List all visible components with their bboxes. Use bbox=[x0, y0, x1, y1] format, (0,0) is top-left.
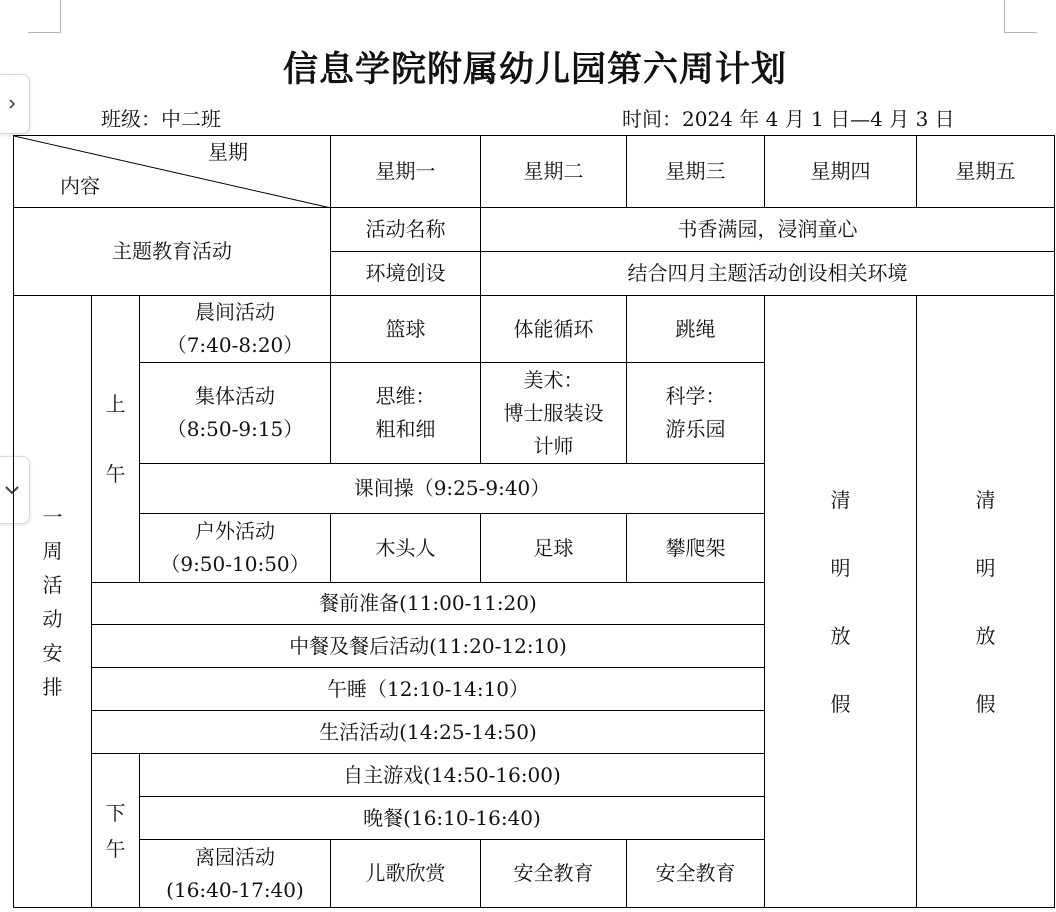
vertical-char: 午 bbox=[105, 462, 126, 486]
vertical-char: 活 bbox=[42, 572, 63, 597]
outdoor-activity-wed: 攀爬架 bbox=[627, 514, 765, 583]
fri-holiday bbox=[917, 296, 1055, 908]
activity-time: （9:50-10:50） bbox=[160, 552, 310, 576]
weekly-plan-table bbox=[13, 135, 1055, 908]
group-activity-name bbox=[140, 363, 331, 464]
morning-activity-mon: 篮球 bbox=[331, 296, 481, 363]
subject-topic: 粗和细 bbox=[375, 417, 436, 441]
theme-label: 主题教育活动 bbox=[14, 208, 331, 296]
activity-title: 集体活动 bbox=[195, 384, 275, 408]
morning-activity-row bbox=[14, 296, 1055, 363]
break-exercise: 课间操（9:25-9:40） bbox=[140, 464, 765, 514]
activity-time: （8:50-9:15） bbox=[166, 417, 304, 441]
dinner: 晚餐(16:10-16:40) bbox=[140, 797, 765, 840]
theme-row bbox=[14, 208, 1055, 252]
holiday-char: 清 bbox=[830, 487, 851, 512]
subject-topic: 博士服装设 bbox=[503, 400, 604, 425]
vertical-char: 排 bbox=[42, 674, 63, 699]
subject-label: 美术： bbox=[523, 367, 584, 392]
subject-label: 科学： bbox=[665, 384, 726, 408]
morning-label bbox=[92, 296, 140, 583]
environment-value: 结合四月主题活动创设相关环境 bbox=[481, 252, 1055, 296]
free-play: 自主游戏(14:50-16:00) bbox=[140, 754, 765, 797]
outdoor-activity-tue: 足球 bbox=[481, 514, 627, 583]
page-corner-mark bbox=[60, 0, 61, 32]
diagonal-header-cell bbox=[14, 136, 331, 208]
page-corner-mark bbox=[28, 32, 61, 33]
subject-topic: 计师 bbox=[533, 433, 574, 458]
subject-topic: 游乐园 bbox=[665, 417, 726, 441]
activity-time: (16:40-17:40) bbox=[166, 877, 304, 902]
vertical-char: 午 bbox=[105, 836, 126, 861]
holiday-char: 假 bbox=[975, 691, 996, 716]
holiday-char: 放 bbox=[975, 623, 996, 648]
activity-name-value: 书香满园，浸润童心 bbox=[481, 208, 1055, 252]
environment-label: 环境创设 bbox=[331, 252, 481, 296]
week-schedule-label bbox=[14, 296, 92, 908]
morning-activity-tue: 体能循环 bbox=[481, 296, 627, 363]
life-activity: 生活活动(14:25-14:50) bbox=[92, 711, 765, 754]
week-label: 星期 bbox=[208, 140, 248, 164]
day-header-fri: 星期五 bbox=[917, 136, 1055, 208]
page-corner-mark bbox=[1004, 0, 1005, 32]
group-activity-wed bbox=[627, 363, 765, 464]
activity-title: 户外活动 bbox=[195, 519, 275, 543]
day-header-thu: 星期四 bbox=[765, 136, 917, 208]
class-info: 班级：中二班 bbox=[101, 107, 221, 131]
departure-mon: 儿歌欣赏 bbox=[331, 840, 481, 908]
time-info: 时间：2024 年 4 月 1 日—4 月 3 日 bbox=[622, 107, 955, 131]
vertical-char: 上 bbox=[105, 392, 126, 416]
holiday-char: 放 bbox=[830, 623, 851, 648]
day-header-tue: 星期二 bbox=[481, 136, 627, 208]
departure-wed: 安全教育 bbox=[627, 840, 765, 908]
outdoor-activity-mon: 木头人 bbox=[331, 514, 481, 583]
subject-label: 思维： bbox=[375, 384, 436, 408]
vertical-char: 周 bbox=[42, 538, 63, 563]
nap: 午睡（12:10-14:10） bbox=[92, 668, 765, 711]
departure-name bbox=[140, 840, 331, 908]
lunch: 中餐及餐后活动(11:20-12:10) bbox=[92, 625, 765, 668]
activity-title: 晨间活动 bbox=[195, 300, 275, 324]
thu-holiday bbox=[765, 296, 917, 908]
morning-activity-wed: 跳绳 bbox=[627, 296, 765, 363]
departure-tue: 安全教育 bbox=[481, 840, 627, 908]
day-header-mon: 星期一 bbox=[331, 136, 481, 208]
afternoon-label bbox=[92, 754, 140, 908]
vertical-char: 一 bbox=[42, 504, 63, 529]
outdoor-activity-name bbox=[140, 514, 331, 583]
holiday-char: 明 bbox=[975, 555, 996, 580]
vertical-char: 下 bbox=[105, 800, 126, 825]
vertical-char: 动 bbox=[42, 606, 63, 631]
group-activity-tue bbox=[481, 363, 627, 464]
activity-title: 离园活动 bbox=[195, 844, 275, 869]
activity-name-label: 活动名称 bbox=[331, 208, 481, 252]
day-header-wed: 星期三 bbox=[627, 136, 765, 208]
page-corner-mark bbox=[1004, 32, 1037, 33]
vertical-char: 安 bbox=[42, 640, 63, 665]
pre-lunch: 餐前准备(11:00-11:20) bbox=[92, 583, 765, 625]
group-activity-mon bbox=[331, 363, 481, 464]
activity-time: （7:40-8:20） bbox=[166, 333, 304, 357]
morning-activity-name bbox=[140, 296, 331, 363]
holiday-char: 假 bbox=[830, 691, 851, 716]
chevron-right-icon bbox=[6, 98, 18, 110]
holiday-char: 明 bbox=[830, 555, 851, 580]
header-row bbox=[14, 136, 1055, 208]
holiday-char: 清 bbox=[975, 487, 996, 512]
content-label: 内容 bbox=[60, 174, 100, 198]
page-title: 信息学院附属幼儿园第六周计划 bbox=[282, 50, 787, 90]
